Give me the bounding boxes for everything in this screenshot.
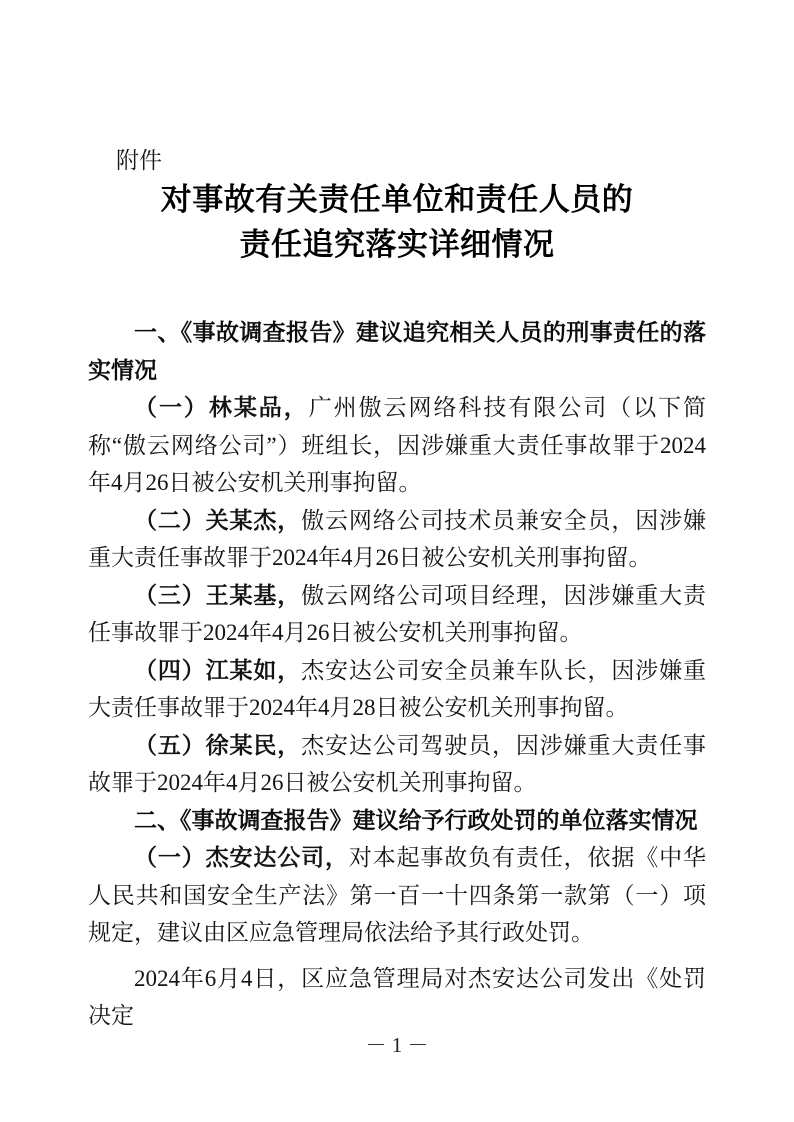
section-1-heading: 一、《事故调查报告》建议追究相关人员的刑事责任的落实情况 [88,319,706,383]
title-line-2: 责任追究落实详细情况 [239,227,555,262]
penalty-decision-text: 2024年6月4日，区应急管理局对杰安达公司发出《处罚决定 [88,965,706,1028]
person-1-detail: 广州傲云网络科技有限公司（以下简称“傲云网络公司”）班组长，因涉嫌重大责任事故罪于2024年4月26日被公安机关刑事拘留。 [88,395,707,495]
person-3-label: （三）王某基， [134,582,302,608]
person-4-detail: 杰安达公司安全员兼车队长，因涉嫌重大责任事故罪于2024年4月28日被公安机关刑事拘留。 [88,657,707,720]
person-5-label: （五）徐某民， [134,732,302,758]
attachment-label: 附件 [116,147,162,173]
person-1-label: （一）林某品， [134,395,309,420]
section-1-paragraph-5 [88,727,706,802]
section-2-heading: 二、《事故调查报告》建议给予行政处罚的单位落实情况 [134,806,698,833]
document-title [88,177,706,267]
company-1-detail: 对本起事故负有责任，依据《中华人民共和国安全生产法》第一百一十四条第一款第（一）项规定，建议由区应急管理局依法给予其行政处罚。 [88,845,707,945]
person-3-detail: 傲云网络公司项目经理，因涉嫌重大责任事故罪于2024年4月26日被公安机关刑事拘留。 [88,582,707,645]
person-2-detail: 傲云网络公司技术员兼安全员，因涉嫌重大责任事故罪于2024年4月26日被公安机关刑事拘留。 [88,507,707,570]
person-5-detail: 杰安达公司驾驶员，因涉嫌重大责任事故罪于2024年4月26日被公安机关刑事拘留。 [88,732,707,795]
person-2-label: （二）关某杰， [134,507,302,533]
title-line-1: 对事故有关责任单位和责任人员的 [160,182,634,217]
section-2-paragraph-1 [88,839,706,952]
document-body [88,314,706,1035]
section-1-paragraph-4 [88,652,706,727]
company-1-label: （一）杰安达公司， [134,845,349,870]
person-4-label: （四）江某如， [134,657,302,683]
section-1-paragraph-3 [88,577,706,652]
section-1-paragraph-2 [88,502,706,577]
section-2-paragraph-2 [88,960,706,1035]
section-1-paragraph-1 [88,389,706,502]
page-number: － 1 － [365,1033,429,1057]
